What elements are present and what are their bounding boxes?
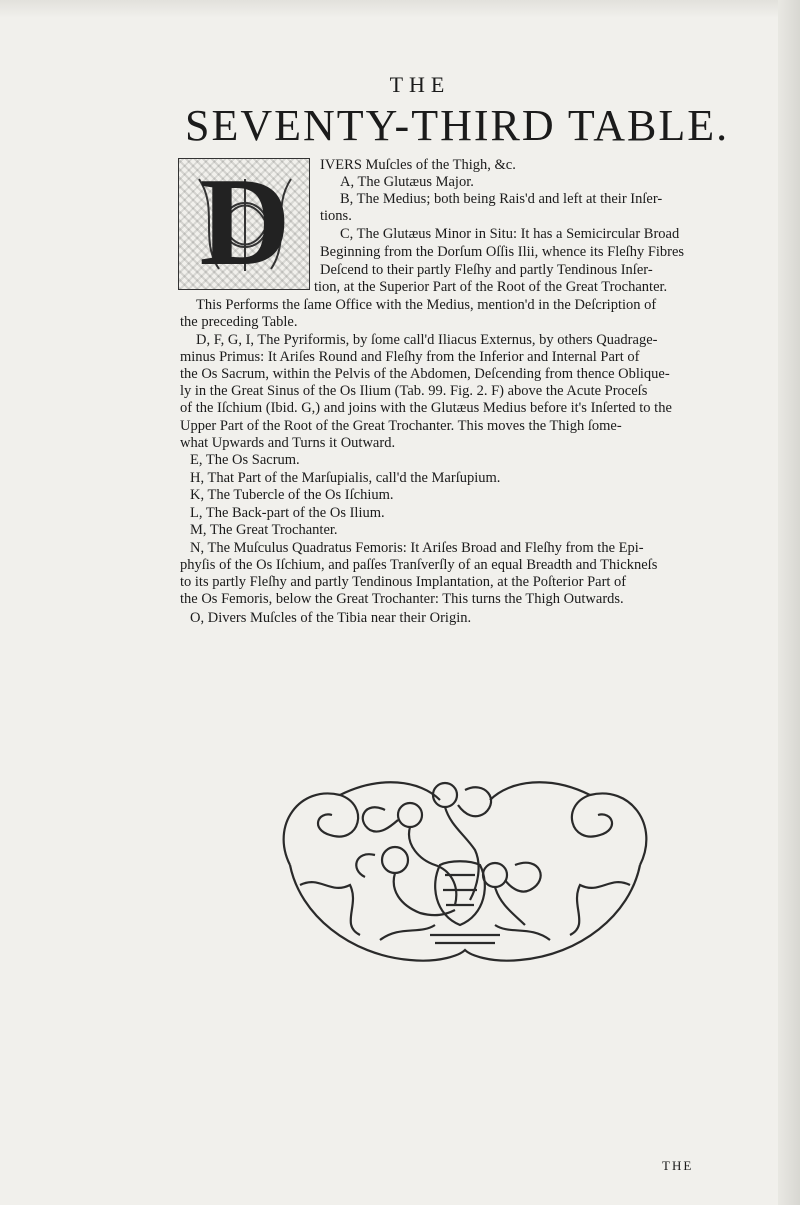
text-line: This Performs the ſame Office with the Medius, mention'd in the Deſcription of: [196, 297, 657, 313]
text-line: tion, at the Superior Part of the Root of the Great Trochanter.: [314, 279, 668, 295]
dropcap-letter: D: [199, 153, 291, 292]
text-line: ly in the Great Sinus of the Os Ilium (Tab. 99. Fig. 2. F) above the Acute Proceſs: [180, 383, 648, 399]
text-line: Upper Part of the Root of the Great Trochanter. This moves the Thigh ſome-: [180, 418, 622, 434]
text-line: O, Divers Muſcles of the Tibia near their Origin.: [190, 610, 472, 626]
text-line: the Os Sacrum, within the Pelvis of the Abdomen, Deſcending from thence Oblique-: [180, 366, 670, 382]
text-line: the Os Femoris, below the Great Trochanter: This turns the Thigh Outwards.: [180, 591, 624, 607]
heading-the: THE: [389, 72, 451, 97]
text-line: Deſcend to their partly Fleſhy and partly Tendinous Inſer-: [320, 262, 653, 278]
text-line: of the Iſchium (Ibid. G,) and joins with the Glutæus Medius before it's Inſerted to the: [180, 400, 672, 416]
text-line: Beginning from the Dorſum Oſſis Ilii, whence its Fleſhy Fibres: [320, 244, 685, 260]
page-top-shadow: [0, 0, 800, 18]
decorative-initial: [178, 153, 310, 292]
text-line: what Upwards and Turns it Outward.: [180, 435, 396, 451]
page-edge-shadow: [778, 0, 800, 1205]
cherub-ornament-icon: [260, 765, 670, 975]
text-line: N, The Muſculus Quadratus Femoris: It Ariſes Broad and Fleſhy from the Epi-: [190, 540, 644, 556]
text-line: minus Primus: It Ariſes Round and Fleſhy from the Inferior and Internal Part of: [180, 349, 640, 365]
text-line: C, The Glutæus Minor in Situ: It has a Semicircular Broad: [340, 226, 680, 242]
text-line: phyſis of the Os Iſchium, and paſſes Tranſverſly of an equal Breadth and Thickneſs: [180, 557, 658, 573]
text-line: A, The Glutæus Major.: [340, 174, 474, 190]
text-line: L, The Back-part of the Os Ilium.: [190, 505, 385, 521]
text-line: the preceding Table.: [180, 314, 298, 330]
text-line: to its partly Fleſhy and partly Tendinous Implantation, at the Poſterior Part of: [180, 574, 627, 590]
text-line: B, The Medius; both being Rais'd and left at their Inſer-: [340, 191, 663, 207]
text-line: E, The Os Sacrum.: [190, 452, 300, 468]
text-line: M, The Great Trochanter.: [190, 522, 338, 538]
catchword: THE: [662, 1158, 694, 1173]
text-line: D, F, G, I, The Pyriformis, by ſome call'd Iliacus Externus, by others Quadrage-: [196, 332, 658, 348]
text-line: H, That Part of the Marſupialis, call'd the Marſupium.: [190, 470, 501, 486]
text-line: tions.: [320, 208, 352, 224]
page-title: SEVENTY-THIRD TABLE.: [185, 101, 730, 150]
text-line: K, The Tubercle of the Os Iſchium.: [190, 487, 394, 503]
text-line: IVERS Muſcles of the Thigh, &c.: [320, 157, 516, 173]
